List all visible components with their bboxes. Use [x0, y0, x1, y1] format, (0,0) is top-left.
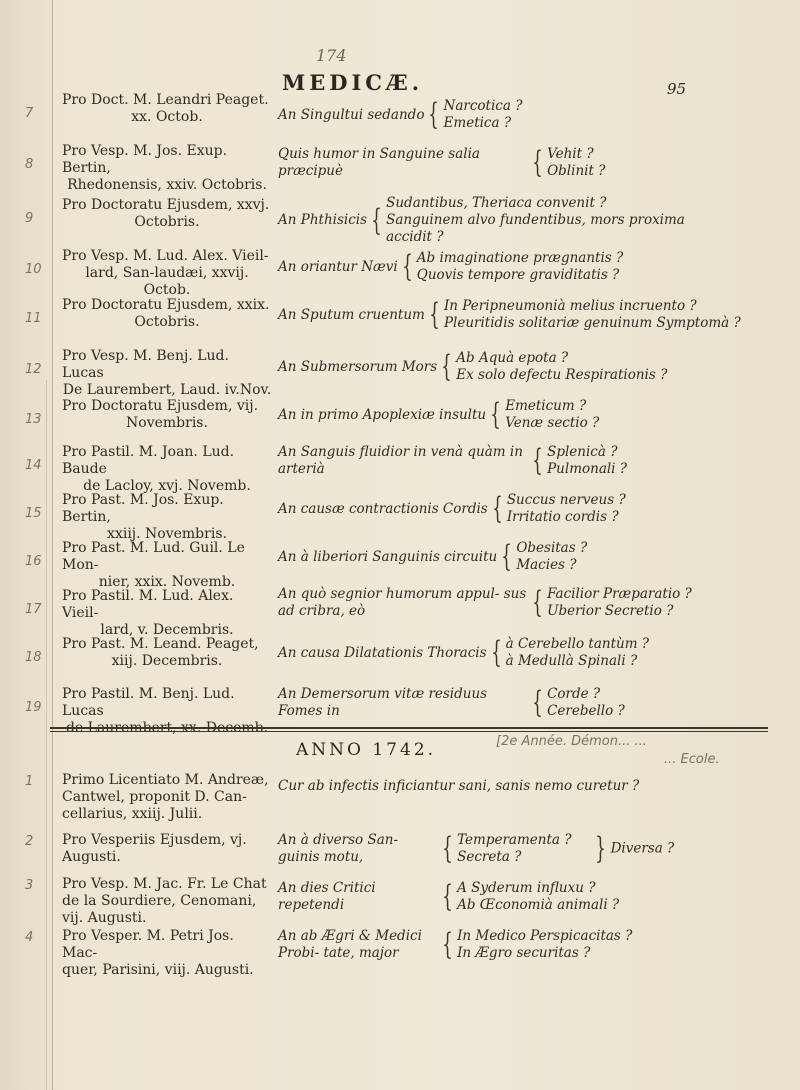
- option-text: In Medico Perspicacitas ?: [457, 928, 633, 944]
- question-options: [506, 636, 649, 670]
- entry-line-1: Pro Doctoratu Ejusdem, xxvj.: [62, 197, 270, 213]
- entry-line-2: xx. Octob.: [131, 109, 203, 125]
- left-entry: [62, 398, 272, 432]
- question-row: [278, 880, 619, 914]
- question-options: [547, 146, 605, 180]
- question-row: [278, 928, 632, 962]
- left-entry: [62, 197, 272, 231]
- question-options: [386, 195, 685, 246]
- entry-line-1: Pro Vesp. M. Jos. Exup. Bertin,: [62, 143, 228, 176]
- left-entry: [62, 636, 272, 670]
- question-stem: An à diverso San- guinis motu,: [278, 832, 399, 865]
- option-text: Corde ?: [547, 686, 601, 702]
- question-stem: An Phthisicis: [278, 212, 368, 228]
- option-text: Sudantibus, Theriaca convenit ?: [386, 195, 607, 211]
- question-stem: An dies Critici repetendi: [278, 880, 376, 913]
- entry-line-2: Octobris.: [134, 314, 200, 330]
- entry-line-1: Pro Pastil. M. Benj. Lud. Lucas: [62, 686, 235, 719]
- brace-glyph: {: [532, 443, 543, 478]
- option-text: Secreta ?: [457, 849, 522, 865]
- brace-glyph: {: [501, 539, 513, 574]
- question-options: [516, 540, 587, 574]
- question-row: [278, 444, 627, 478]
- option-text: Irritatio cordis ?: [506, 509, 619, 525]
- brace-glyph: {: [490, 397, 501, 432]
- question-stem: An Sputum cruentum: [278, 306, 425, 323]
- option-text: Ab Aquà epota ?: [456, 350, 569, 366]
- question-options: [547, 586, 692, 620]
- question-options: [505, 398, 599, 432]
- margin-number: 11: [25, 311, 42, 326]
- entry-line-2: de Lacloy, xvj. Novemb.: [83, 478, 251, 494]
- option-text: Narcotica ?: [443, 98, 523, 114]
- option-text: Cerebello ?: [547, 703, 625, 719]
- left-entry: [62, 143, 272, 194]
- option-text: Pleuritidis solitariæ genuinum Symptomà ?: [443, 315, 741, 331]
- left-entry: [62, 248, 272, 299]
- brace-glyph: {: [490, 635, 502, 670]
- left-entry: [62, 876, 272, 927]
- question-row: [278, 298, 741, 332]
- entry-line-1: Pro Doct. M. Leandri Peaget.: [62, 92, 269, 108]
- entry-line: Pro Vesp. M. Jac. Fr. Le Chat: [62, 876, 267, 892]
- margin-number: 16: [25, 554, 42, 569]
- handwritten-page-note: 174: [316, 46, 347, 65]
- entry-line-2: lard, v. Decembris.: [100, 622, 234, 638]
- option-text: Ab Œconomià animali ?: [457, 897, 620, 913]
- question-stem: An ab Ægri & Medici Probi- tate, major: [278, 928, 422, 961]
- handwritten-note-2: ... Ecole.: [664, 752, 720, 767]
- entry-line-1: Pro Doctoratu Ejusdem, xxix.: [62, 297, 270, 313]
- left-entry: [62, 772, 272, 823]
- entry-line-2: nier, xxix. Novemb.: [98, 574, 236, 590]
- option-text: In Peripneumonià melius incruento ?: [443, 298, 697, 314]
- option-text: Emetica ?: [443, 115, 512, 131]
- option-text: Ab imaginatione prægnantis ?: [416, 250, 624, 266]
- question-options: [547, 686, 625, 720]
- option-text: Venæ sectio ?: [505, 415, 600, 431]
- entry-line-1: Pro Pastil. M. Joan. Lud. Baude: [62, 444, 235, 477]
- entry-line-2: De Laurembert, Laud. iv.Nov.: [62, 382, 272, 398]
- handwritten-note: [2e Année. Démon... ...: [496, 734, 647, 749]
- entry-line: de la Sourdiere, Cenomani,: [62, 893, 257, 909]
- entry-line-2: de Laurembert, xx. Decemb.: [65, 720, 269, 736]
- brace-glyph: {: [371, 202, 382, 238]
- margin-number: 14: [25, 458, 42, 473]
- section-divider: [50, 727, 768, 729]
- left-entry: [62, 928, 272, 979]
- question-row: [278, 350, 667, 384]
- option-text: Macies ?: [516, 557, 577, 573]
- option-text: Vehit ?: [547, 146, 594, 162]
- question-options: [507, 492, 626, 526]
- left-entry: [62, 492, 272, 543]
- entry-line-1: Pro Past. M. Jos. Exup. Bertin,: [62, 492, 224, 525]
- option-text: Temperamenta ?: [457, 832, 572, 848]
- left-entry: [62, 348, 272, 399]
- entry-line: Primo Licentiato M. Andreæ,: [62, 772, 269, 788]
- brace-glyph: {: [429, 297, 440, 332]
- margin-number: 4: [25, 930, 34, 945]
- entry-line-1: Pro Vesp. M. Benj. Lud. Lucas: [62, 348, 229, 381]
- left-entry: [62, 832, 272, 866]
- entry-line-1: Pro Past. M. Lud. Guil. Le Mon-: [62, 540, 245, 573]
- question-row: [278, 540, 587, 574]
- option-text: A Syderum influxu ?: [457, 880, 596, 896]
- option-text: accidit ?: [386, 229, 444, 245]
- margin-number: 10: [25, 262, 42, 277]
- brace-glyph: {: [532, 585, 543, 620]
- question-options: [456, 350, 667, 384]
- left-entry: [62, 588, 272, 639]
- question-stem: An Singultui sedando: [278, 106, 425, 123]
- entry-line: cellarius, xxiij. Julii.: [62, 806, 203, 822]
- option-text: Oblinit ?: [547, 163, 606, 179]
- question-row: [278, 586, 692, 620]
- question-stem: Quis humor in Sanguine salia præcipuè: [278, 146, 480, 179]
- entry-line-2: lard, San-laudæi, xxvij. Octob.: [85, 265, 249, 298]
- brace-glyph: }: [595, 831, 607, 866]
- option-text: Facilior Præparatio ?: [547, 586, 692, 602]
- page-number: 95: [667, 80, 687, 98]
- question-row: [278, 250, 623, 284]
- entry-line-1: Pro Vesp. M. Lud. Alex. Vieil-: [62, 248, 269, 264]
- question-stem: Cur ab infectis inficiantur sani, sanis nemo curetur ?: [278, 778, 640, 794]
- entry-line: Augusti.: [62, 849, 121, 865]
- left-entry: [62, 297, 272, 331]
- question-stem: An quò segnior humorum appul- sus ad cribra, eò: [278, 586, 527, 619]
- entry-line: Pro Vesper. M. Petri Jos. Mac-: [62, 928, 234, 961]
- entry-line: Pro Vesperiis Ejusdem, vj.: [62, 832, 247, 848]
- margin-number: 2: [25, 834, 34, 849]
- question-stem: An in primo Apoplexiæ insultu: [278, 406, 487, 423]
- brace-glyph: {: [428, 97, 440, 132]
- question-options: [417, 250, 623, 284]
- year-heading: ANNO 1742.: [296, 740, 437, 760]
- margin-number: 8: [25, 157, 34, 172]
- option-text: Quovis tempore graviditatis ?: [416, 267, 620, 283]
- option-text: Succus nerveus ?: [506, 492, 626, 508]
- brace-glyph: {: [442, 879, 453, 914]
- margin-ruling-inner: [46, 380, 47, 1090]
- left-entry: [62, 686, 272, 737]
- entry-line-2: Rhedonensis, xxiv. Octobris.: [67, 177, 267, 193]
- question-options: [547, 444, 627, 478]
- margin-number: 9: [25, 211, 34, 226]
- question-row: [278, 686, 625, 720]
- option-text: Sanguinem alvo fundentibus, mors proxima: [386, 212, 685, 228]
- option-tail: Diversa ?: [610, 840, 675, 857]
- margin-number: 15: [25, 506, 42, 521]
- entry-line-1: Pro Pastil. M. Lud. Alex. Vieil-: [62, 588, 234, 621]
- margin-ruling: [52, 0, 53, 1090]
- option-text: Uberior Secretio ?: [547, 603, 674, 619]
- question-row: [278, 636, 649, 670]
- option-text: à Medullà Spinali ?: [505, 653, 638, 669]
- brace-glyph: {: [442, 831, 453, 866]
- question-stem: An Submersorum Mors: [278, 358, 438, 375]
- question-options: [444, 298, 741, 332]
- entry-line-2: Novembris.: [126, 415, 208, 431]
- left-entry: [62, 92, 272, 126]
- brace-glyph: {: [441, 349, 453, 384]
- entry-line-1: Pro Doctoratu Ejusdem, vij.: [62, 398, 259, 414]
- margin-number: 18: [25, 650, 42, 665]
- question-options: [457, 928, 632, 962]
- question-stem: An Sanguis fluidior in venà quàm in arterià: [278, 444, 523, 477]
- option-text: Ex solo defectu Respirationis ?: [456, 367, 668, 383]
- margin-number: 3: [25, 878, 34, 893]
- question-stem: An à liberiori Sanguinis circuitu: [278, 548, 498, 565]
- option-text: Obesitas ?: [516, 540, 588, 556]
- brace-glyph: {: [442, 927, 453, 962]
- question-options: [444, 98, 523, 132]
- brace-glyph: {: [492, 491, 503, 526]
- option-text: Pulmonali ?: [547, 461, 628, 477]
- entry-line-2: xiij. Decembris.: [111, 653, 223, 669]
- margin-number: 13: [25, 412, 42, 427]
- question-stem: An causa Dilatationis Thoracis: [278, 644, 487, 661]
- section-divider-thin: [50, 731, 768, 732]
- option-text: à Cerebello tantùm ?: [505, 636, 650, 652]
- entry-line: Cantwel, proponit D. Can-: [62, 789, 247, 805]
- left-entry: [62, 540, 272, 591]
- question-options: [457, 880, 619, 914]
- margin-number: 17: [25, 602, 42, 617]
- question-row: [278, 195, 685, 246]
- entry-line-2: Octobris.: [134, 214, 200, 230]
- page-title: MEDICÆ.: [282, 70, 424, 95]
- question-stem: An Demersorum vitæ residuus Fomes in: [278, 686, 488, 719]
- question-stem: An causæ contractionis Cordis: [278, 500, 488, 517]
- brace-glyph: {: [532, 145, 543, 180]
- brace-glyph: {: [401, 249, 413, 284]
- left-entry: [62, 444, 272, 495]
- question-row: [278, 398, 599, 432]
- question-row: [278, 98, 522, 132]
- question-row: [278, 146, 605, 180]
- margin-number: 12: [25, 362, 42, 377]
- brace-glyph: {: [532, 685, 543, 720]
- margin-number: 19: [25, 700, 42, 715]
- entry-line: quer, Parisini, viij. Augusti.: [62, 962, 254, 978]
- entry-line-2: xxiij. Novembris.: [107, 526, 227, 542]
- entry-line-1: Pro Past. M. Leand. Peaget,: [62, 636, 259, 652]
- option-text: Splenicà ?: [547, 444, 618, 460]
- margin-number: 1: [25, 774, 34, 789]
- margin-number: 7: [25, 106, 34, 121]
- question-stem: An oriantur Nævi: [278, 258, 398, 275]
- question-row: [278, 778, 639, 795]
- option-text: In Ægro securitas ?: [457, 945, 591, 961]
- entry-line: vij. Augusti.: [62, 910, 147, 926]
- question-options: [457, 832, 571, 866]
- option-text: Emeticum ?: [505, 398, 587, 414]
- question-row: [278, 492, 626, 526]
- question-row: [278, 832, 674, 866]
